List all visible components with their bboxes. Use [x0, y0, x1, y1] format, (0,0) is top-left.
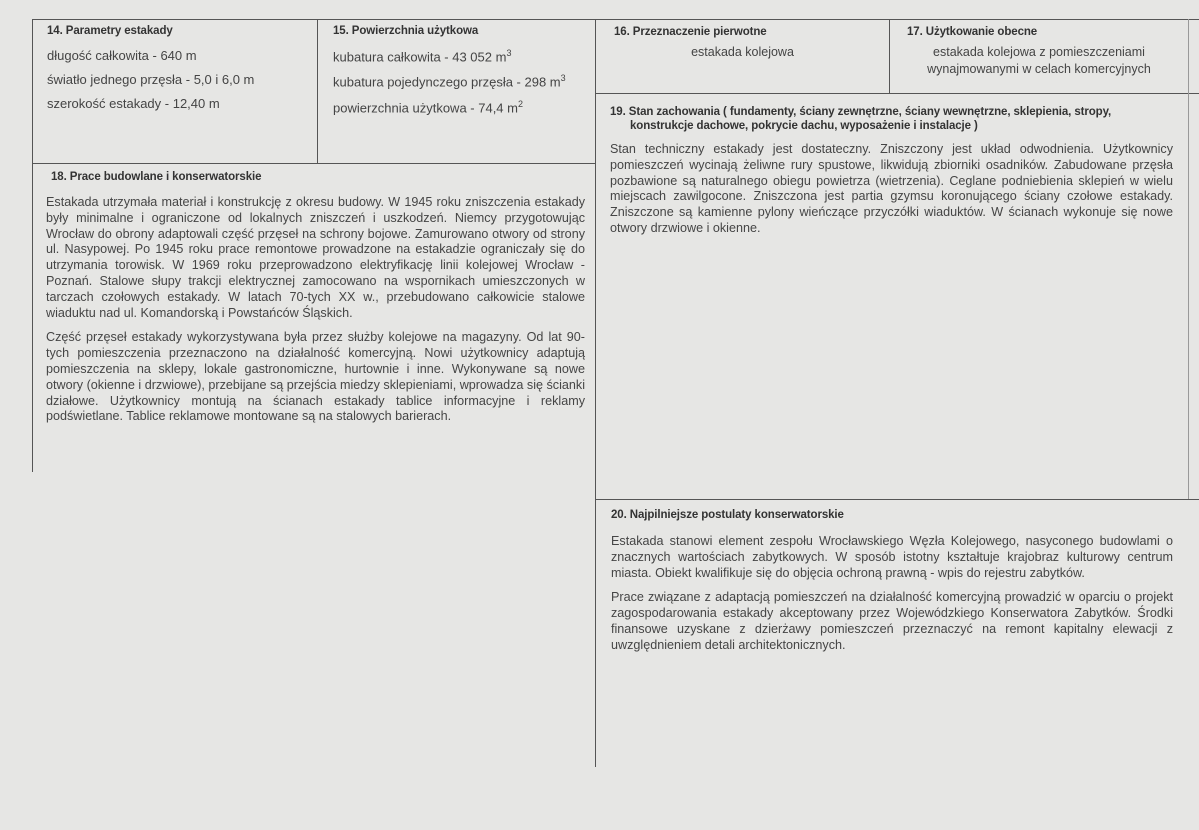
section-20: [596, 500, 1188, 767]
param-span: światło jednego przęsła - 5,0 i 6,0 m: [47, 72, 255, 87]
section-17: [890, 20, 1188, 93]
section-18-title: 18. Prace budowlane i konserwatorskie: [51, 171, 262, 183]
section-15-title: 15. Powierzchnia użytkowa: [333, 25, 479, 37]
usable-area-text: powierzchnia użytkowa - 74,4 m: [333, 99, 518, 115]
section-19-paragraph: Stan techniczny estakady jest dostateczny. Zniszczony jest układ odwodnienia. Użytkownicy pomieszczeń wycinają żeliwne rury spustowe, likwidują zbiorniki osadników. Zabudowane przęsła pozbawione są naturalnego obiegu powietrza (wietrzenia). Ceglane podniebienia sklepień w wielu miejscach zawilgocone. Zniszczona jest partia gzymsu koronującego ściany czołowe estakady. Zniszczone są kamienne pylony wieńczące przyczółki wiaduktów. W ścianach wykonuje się nowe otwory drzwiowe i okienne.: [610, 142, 1173, 235]
section-17-title: 17. Użytkowanie obecne: [907, 26, 1038, 38]
section-14-title: 14. Parametry estakady: [47, 25, 173, 37]
section-15: [318, 20, 595, 163]
section-16-title: 16. Przeznaczenie pierwotne: [614, 26, 767, 38]
usable-area-unit: 2: [517, 98, 523, 109]
section-20-paragraph-2: Prace związane z adaptacją pomieszczeń na działalność komercyjną prowadzić w oparciu o projekt zagospodarowania estakady akceptowany przez Wojewódzkiego Konserwatora Zabytków. Środki finansowe uzyskane z dzierżawy pomieszczeń przeznaczyć na remont kapitalny elewacji z uwzględnieniem detali architektonicznych.: [611, 590, 1173, 652]
section-18: [33, 164, 595, 474]
section-20-title: 20. Najpilniejsze postulaty konserwatorskie: [611, 509, 844, 521]
original-purpose: estakada kolejowa: [691, 45, 794, 59]
section-18-paragraph-2: Część przęseł estakady wykorzystywana była przez służby kolejowe na magazyny. Od lat 90-tych pomieszczenia przeznaczono na działalność komercyjną. Nowi użytkownicy adaptują pomieszczenia na sklepy, lokale gastronomiczne, hurtownie i inne. Wykonywane są nowe otwory (okienne i drzwiowe), przebijane są przejścia miedzy sklepieniami, wprowadza się ścianki działowe. Użytkownicy montują na ścianach estakady tablice informacyjne i reklamy podświetlane. Tablice reklamowe montowane są na stalowych barierach.: [46, 330, 585, 424]
section-16: [596, 20, 889, 93]
param-length: długość całkowita - 640 m: [47, 48, 197, 63]
section-19: [596, 94, 1188, 499]
volume-total: [333, 48, 595, 64]
right-edge-line: [1188, 19, 1189, 499]
section-18-paragraph-1: Estakada utrzymała materiał i konstrukcję z okresu budowy. W 1945 roku zniszczenia estakady były minimalne i ograniczone od lokalnych zniszczeń i uszkodzeń. Niemcy przygotowując Wrocław do obrony adaptowali część przęseł na schrony bojowe. Zamurowano otwory od strony ul. Nasypowej. Po 1945 roku prace remontowe prowadzone na estakadzie ograniczały się do utrzymania torowisk. W 1969 roku przeprowadzono elektryfikację linii kolejowej Wrocław - Poznań. Stalowe słupy trakcji elektrycznej zamocowano na wspornikach umieszczonych w tarczach czołowych estakady. W latach 70-tych XX w., przebudowano całkowicie stalowe wiaduktu nad ul. Komandorską i Powstańców Śląskich.: [46, 195, 585, 320]
param-width: szerokość estakady - 12,40 m: [47, 96, 220, 111]
current-use-line1: estakada kolejowa z pomieszczeniami: [933, 45, 1145, 59]
section-20-paragraph-1: Estakada stanowi element zespołu Wrocławskiego Węzła Kolejowego, nasyconego budowlami o znacznych wartościach zabytkowych. W sposób istotny kształtuje krajobraz kulturowy centrum miasta. Obiekt kwalifikuje się do objęcia ochroną prawną - wpis do rejestru zabytków.: [611, 534, 1173, 580]
volume-total-text: kubatura całkowita - 43 052 m: [333, 49, 507, 65]
section-14: [33, 20, 317, 163]
volume-span-text: kubatura pojedynczego przęsła - 298 m: [333, 74, 561, 90]
volume-span-unit: 3: [560, 73, 566, 84]
section-19-title-line1: 19. Stan zachowania ( fundamenty, ściany zewnętrzne, ściany wewnętrzne, sklepienia, stropy,: [610, 106, 1112, 118]
usable-area: [333, 99, 595, 115]
volume-span: [333, 73, 595, 89]
volume-total-unit: 3: [506, 48, 512, 58]
section-19-title-line2: konstrukcje dachowe, pokrycie dachu, wyposażenie i instalacje ): [630, 120, 978, 132]
current-use-line2: wynajmowanymi w celach komercyjnych: [927, 62, 1151, 76]
